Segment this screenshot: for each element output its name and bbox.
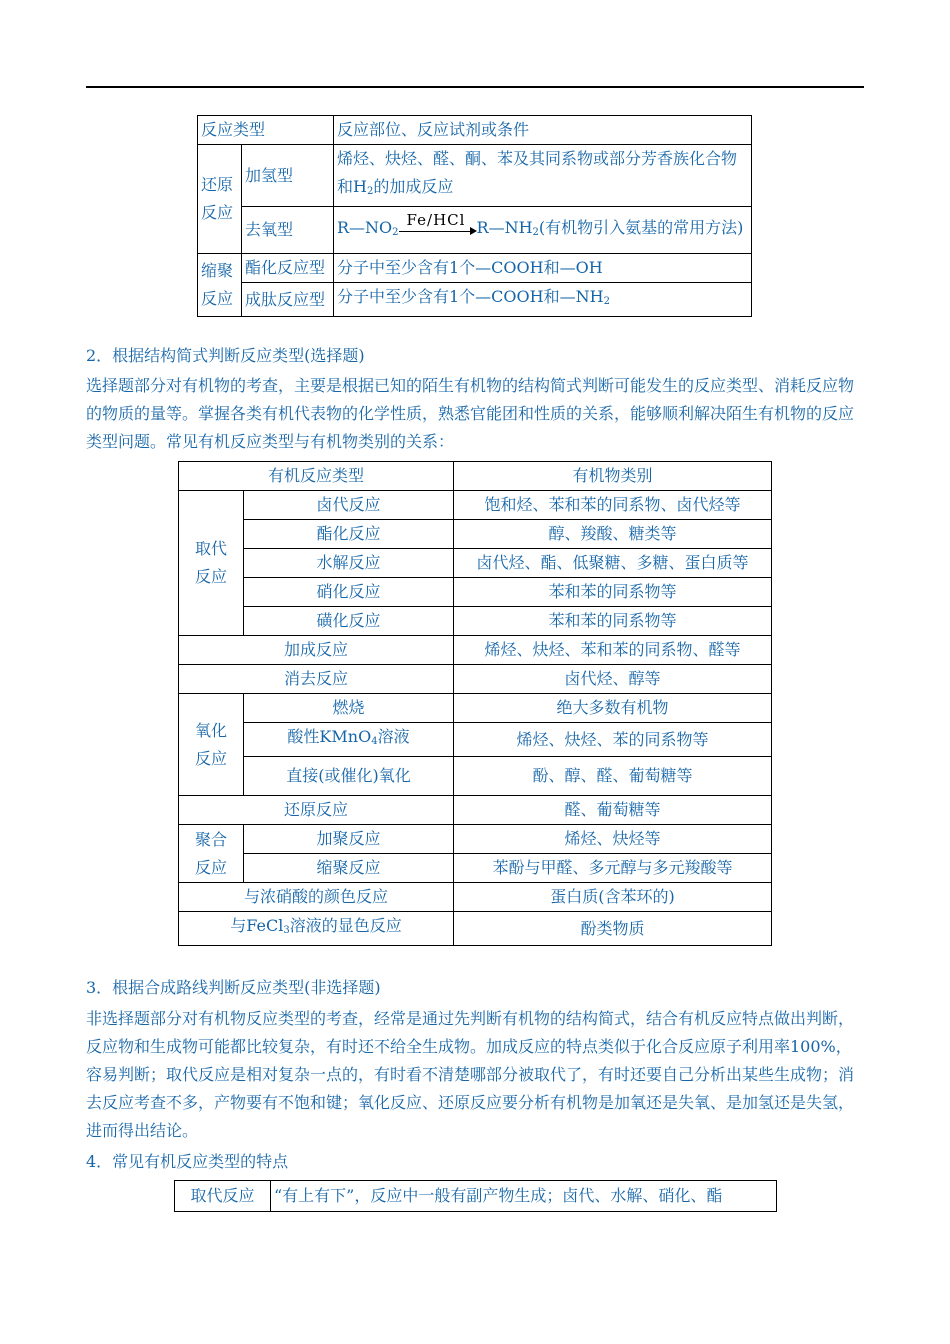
table-header-cell: 有机物类别 (454, 462, 772, 491)
type-text: 酸性KMnO (287, 727, 372, 746)
table-row (198, 145, 752, 207)
compound-class-cell: 苯和苯的同系物等 (454, 607, 772, 636)
compound-class-cell: 绝大多数有机物 (454, 694, 772, 723)
reaction-arrow (399, 211, 477, 238)
reaction-type-table (178, 461, 772, 946)
substitution-label: 取代 (194, 539, 227, 558)
reaction-type-cell (179, 912, 454, 946)
table-row (175, 1181, 777, 1212)
table-header-cell: 反应类型 (198, 116, 334, 145)
oxidation-label-cell (179, 694, 244, 796)
table-row (179, 636, 772, 665)
reduction-label: 还原 (201, 175, 234, 194)
type-text: 溶液 (377, 727, 410, 746)
compound-class-cell: 烯烃、炔烃等 (454, 825, 772, 854)
type-text: 与FeCl (230, 916, 284, 935)
table-row (179, 578, 772, 607)
compound-class-cell: 酚、醇、醛、葡萄糖等 (454, 757, 772, 796)
condensation-label: 反应 (201, 289, 234, 308)
polymerization-label: 反应 (194, 857, 227, 877)
table-header-cell: 反应部位、反应试剂或条件 (334, 116, 752, 145)
peptide-desc-cell (334, 283, 752, 317)
reduction-label-cell (198, 145, 242, 254)
table-row (179, 854, 772, 883)
oxidation-label: 氧化 (194, 720, 227, 740)
type-text: 溶液的显色反应 (289, 916, 402, 935)
product-formula: R—NH (476, 217, 533, 237)
desc-text: 烯烃、炔烃、醛、酮、苯及其同系物或部分芳香族化合物和H (337, 149, 738, 196)
reduction-label: 反应 (201, 203, 234, 222)
reaction-type-cell: 燃烧 (244, 694, 454, 723)
table-row (198, 254, 752, 283)
substitution-label-cell (179, 491, 244, 636)
reaction-type-cell: 缩聚反应 (244, 854, 454, 883)
reaction-type-cell: 加成反应 (179, 636, 454, 665)
subscript: 2 (392, 226, 399, 238)
section-paragraph: 选择题部分对有机物的考查，主要是根据已知的陌生有机物的结构简式判断可能发生的反应类型、消耗反应物的物质的量等。掌握各类有机代表物的化学性质，熟悉官能团和性质的关系，能够顺利解决陌生有机物的反应类型问题。常见有机反应类型与有机物类别的关系： (86, 376, 855, 451)
reaction-type-cell: 水解反应 (244, 549, 454, 578)
section-heading: 2．根据结构简式判断反应类型(选择题) (86, 346, 365, 365)
table-row (198, 207, 752, 254)
compound-class-cell: 酚类物质 (454, 912, 772, 946)
polymerization-label: 聚合 (194, 829, 227, 849)
desc-text: 分子中至少含有1个—COOH和—NH (337, 287, 604, 306)
subscript: 4 (371, 736, 378, 747)
condensation-label-cell (198, 254, 242, 317)
reaction-type-cell: 加聚反应 (244, 825, 454, 854)
compound-class-cell: 卤代烃、醇等 (454, 665, 772, 694)
desc-text: 的加成反应 (373, 177, 454, 196)
peptide-type-cell: 成肽反应型 (242, 283, 334, 317)
table-row (179, 694, 772, 723)
reaction-type-cell: 硝化反应 (244, 578, 454, 607)
subscript: 2 (603, 296, 610, 307)
note-text: (有机物引入氨基的常用方法) (538, 217, 744, 237)
section-heading: 3．根据合成路线判断反应类型(非选择题) (86, 978, 381, 997)
table-row (179, 723, 772, 757)
reaction-condition-table (197, 115, 752, 317)
section-paragraph: 非选择题部分对有机物反应类型的考查，经常是通过先判断有机物的结构简式，结合有机反应特点做出判断，反应物和生成物可能都比较复杂，有时还不给全生成物。加成反应的特点类似于化合反应原子利用率100%，容易判断；取代反应是相对复杂一点的，有时看不清楚哪部分被取代了，有时还要自己分析出某些生成物；消去反应考查不多，产物要有不饱和键；氧化反应、还原反应要分析有机物是加氧还是失氧、是加氢还是失氢，进而得出结论。 (86, 1009, 855, 1140)
esterification-desc-cell: 分子中至少含有1个—COOH和—OH (334, 254, 752, 283)
table-row (179, 491, 772, 520)
compound-class-cell: 卤代烃、酯、低聚糖、多糖、蛋白质等 (454, 549, 772, 578)
compound-class-cell: 苯和苯的同系物等 (454, 578, 772, 607)
reaction-type-cell: 卤代反应 (244, 491, 454, 520)
table-row (198, 116, 752, 145)
reaction-type-cell: 还原反应 (179, 796, 454, 825)
condensation-label: 缩聚 (201, 261, 234, 280)
table-row (179, 549, 772, 578)
table-row (179, 520, 772, 549)
deoxygenation-type-cell: 去氧型 (242, 207, 334, 254)
subscript: 2 (366, 186, 374, 197)
table-header-cell: 有机反应类型 (179, 462, 454, 491)
compound-class-cell: 醛、葡萄糖等 (454, 796, 772, 825)
polymerization-label-cell (179, 825, 244, 883)
reaction-type-cell (244, 723, 454, 757)
subscript: 3 (283, 925, 290, 936)
reaction-type-cell: 与浓硝酸的颜色反应 (179, 883, 454, 912)
reaction-type-cell: 直接(或催化)氧化 (244, 757, 454, 796)
arrow-head-icon (470, 227, 477, 235)
table-row (179, 757, 772, 796)
compound-class-cell: 烯烃、炔烃、苯和苯的同系物、醛等 (454, 636, 772, 665)
reactant-formula: R—NO (337, 217, 393, 237)
compound-class-cell: 醇、羧酸、糖类等 (454, 520, 772, 549)
table-row (179, 825, 772, 854)
esterification-type-cell: 酯化反应型 (242, 254, 334, 283)
reaction-feature-table (174, 1180, 777, 1212)
header-rule (86, 86, 864, 88)
compound-class-cell: 饱和烃、苯和苯的同系物、卤代烃等 (454, 491, 772, 520)
table-row (179, 912, 772, 946)
substitution-label: 反应 (194, 567, 227, 586)
section-heading: 4．常见有机反应类型的特点 (86, 1152, 289, 1171)
reaction-type-cell: 磺化反应 (244, 607, 454, 636)
oxidation-label: 反应 (194, 748, 227, 768)
table-row (179, 665, 772, 694)
reaction-type-cell: 取代反应 (175, 1181, 271, 1212)
reaction-type-cell: 消去反应 (179, 665, 454, 694)
table-row (179, 796, 772, 825)
table-row (198, 283, 752, 317)
hydrogenation-type-cell: 加氢型 (242, 145, 334, 207)
table-row (179, 607, 772, 636)
deoxygenation-desc-cell (334, 207, 752, 254)
compound-class-cell: 苯酚与甲醛、多元醇与多元羧酸等 (454, 854, 772, 883)
arrow-label: Fe/HCl (406, 211, 466, 229)
compound-class-cell: 蛋白质(含苯环的) (454, 883, 772, 912)
reaction-type-cell: 酯化反应 (244, 520, 454, 549)
subscript: 2 (532, 226, 539, 238)
table-row (179, 883, 772, 912)
table-row (179, 462, 772, 491)
hydrogenation-desc-cell (334, 145, 752, 207)
reaction-feature-cell: “有上有下”，反应中一般有副产物生成；卤代、水解、硝化、酯 (271, 1181, 777, 1212)
compound-class-cell: 烯烃、炔烃、苯的同系物等 (454, 723, 772, 757)
